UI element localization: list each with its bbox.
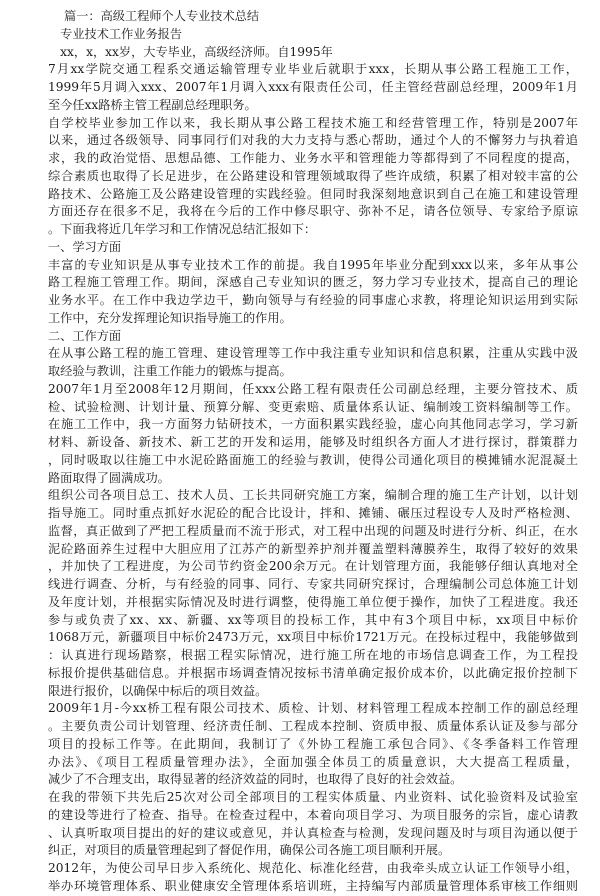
text-line: 1068万元，新疆项目中标价2473万元，xx项目中标价1721万元。在投标过程中，我能够做到 — [48, 630, 578, 645]
text-line: ，并加快了工程进度，为公司节约资金200余万元。在计划管理方面，我能够仔细认真地对全 — [48, 559, 578, 574]
document-page — [48, 8, 578, 896]
text-line: 在我的带领下共先后25次对公司全部项目的工程实体质量、内业资料、试化验资料及试验室 — [48, 790, 578, 804]
text-line: 指导施工。同时重点抓好水泥砼的配合比设计，拌和、摊铺、碾压过程设专人及时严格检测、 — [48, 506, 578, 520]
text-line: 2012年，为使公司早日步入系统化、规范化、标准化经营，由我牵头成立认证工作领导小组， — [48, 861, 578, 875]
text-line: 自学校毕业参加工作以来，我长期从事公路工程技术施工和经营管理工作，特别是2007年 — [48, 115, 578, 130]
text-line: 在从事公路工程的施工管理、建设管理等工作中我注重专业知识和信息积累，注重从实践中汲 — [48, 346, 578, 361]
text-line: 至今任xx路桥主管工程副总经理职务。 — [48, 97, 257, 112]
text-line: 工作中，充分发挥理论知识指导施工的作用。 — [48, 310, 292, 325]
text-line: 以来，通过各级领导、同事同行们对我的大力支持与悉心帮助，通过个人的不懈努力与执着追 — [48, 133, 578, 148]
text-line: 求，我的政治觉悟、思想品德、工作能力、业务水平和管理能力等都得到了不同程度的提高， — [48, 151, 578, 165]
text-line: 1999年5月调入xxx、2007年1月调入xxx有限责任公司，任主管经营副总经理，2009年1月 — [48, 80, 578, 94]
text-line: 标报价提供基础信息。并根据市场调查情况按标书清单确定报价成本价，以此确定报价控制下 — [48, 665, 578, 680]
text-line: 及年度计划，并根据实际情况及时进行调整，使得施工单位便于操作，加快了工程进度。我还 — [48, 594, 578, 609]
text-line: 。主要负责公司计划管理、经济责任制、工程成本控制、资质申报、质量体系认证及参与部分 — [48, 719, 578, 733]
text-line: 综合素质也取得了长足进步，在公路建设和管理领域取得了些许成绩，积累了相对较丰富的公 — [48, 168, 578, 183]
text-line: 减少了不合理支出，取得显著的经济效益的同时，也取得了良好的社会效益。 — [48, 772, 463, 787]
text-line: 。下面我将近几年学习和工作情况总结汇报如下： — [48, 222, 317, 236]
text-line: 路面取得了圆满成功。 — [48, 470, 170, 485]
text-line: 的建设等进行了检查、指导。在检查过程中，本着向项目学习、为项目服务的宗旨，虚心请教 — [48, 807, 578, 822]
text-line: 丰富的专业知识是从事专业技术工作的前提。我自1995年毕业分配到xxx以来，多年从事公 — [48, 257, 578, 272]
text-line: 业务水平。在工作中我边学边干，勤向领导与有经验的同事虚心求教，将理论知识运用到实际 — [48, 293, 578, 307]
section-heading: 二、工作方面 — [48, 328, 122, 343]
text-line: 泥砼路面养生过程中大胆应用了江苏产的新型养护剂并覆盖塑料薄膜养生，取得了较好的效果 — [48, 541, 578, 556]
text-line: 、认真听取项目提出的好的建议或意见，并认真检查与检测，发现问题及时与项目沟通以便于 — [48, 825, 578, 840]
text-line: 方面还存在很多不足，我将在今后的工作中修尽职守、弥补不足，请各位领导、专家给予原谅 — [48, 204, 578, 219]
document-title: 篇一：高级工程师个人专业技术总结 — [48, 9, 260, 23]
text-line: 检、试验检测、计划计量、预算分解、变更索赔、质量体系认证、编制竣工资料编制等工作。 — [48, 399, 578, 414]
text-line: 线进行调查、分析，与有经验的同事、同行、专家共同研究探讨，合理编制公司总体施工计划 — [48, 577, 578, 591]
text-line: 限进行报价，以确保中标后的项目效益。 — [48, 683, 268, 698]
text-line: 举办环境管理体系、职业健康安全管理体系培训班，主持编写内部质量管理体系审核工作细则 — [48, 878, 578, 893]
text-line: 参与或负责了xx、xx、新疆、xx等项目的投标工作，其中有3个项目中标，xx项目中标价 — [48, 612, 578, 627]
section-heading: 一、学习方面 — [48, 239, 122, 254]
text-line: 办法》、《项目工程质量管理办法》，全面加强全体员工的质量意识，大大提高工程质量， — [48, 754, 578, 769]
text-line: 路技术、公路施工及公路建设管理的实践经验。但同时我深刻地意识到自己在施工和建设管理 — [48, 186, 578, 201]
text-line: 监督，真正做到了严把工程质量而不流于形式，对工程中出现的问题及时进行分析、纠正，在水 — [48, 523, 578, 538]
text-line: 材料、新设备、新技术、新工艺的开发和运用，能够及时组织各方面人才进行探讨，群策群力 — [48, 435, 578, 449]
text-line: 2007年1月至2008年12月期间，任xxx公路工程有限责任公司副总经理，主要分管技术、质 — [48, 381, 578, 396]
text-line: 路工程施工管理工作。期间，深感自己专业知识的匮乏，努力学习专业技术，提高自己的理论 — [48, 275, 578, 290]
text-line: 取经验与教训，注重工作能力的锻炼与提高。 — [48, 364, 292, 378]
text-line: 组织公司各项目总工、技术人员、工长共同研究施工方案，编制合理的施工生产计划，以计划 — [48, 488, 578, 503]
text-line: 7月xx学院交通工程系交通运输管理专业毕业后就职于xxx，长期从事公路工程施工工作， — [48, 62, 578, 77]
text-line: ，同时吸取以往施工中水泥砼路面施工的经验与教训，使得公司通化项目的模摊铺水泥混凝土 — [48, 452, 578, 467]
text-line: ：认真进行现场踏察，根据工程实际情况，进行施工所在地的市场信息调查工作，为工程投 — [48, 648, 578, 662]
text-line: 项目的投标工作等。在此期间，我制订了《外协工程施工承包合同》、《冬季备料工作管理 — [48, 736, 578, 751]
text-line: xx，x，xx岁，大专毕业，高级经济师。自1995年 — [48, 44, 333, 59]
text-line: 纠正，对项目的质量管理起到了督促作用，确保公司各施工项目顺利开展。 — [48, 843, 451, 858]
text-line: 2009年1月-今xx桥工程有限公司技术、质检、计划、材料管理工程成本控制工作的副总经理 — [48, 701, 578, 716]
report-subtitle: 专业技术工作业务报告 — [48, 26, 183, 41]
text-line: 在施工工作中，我一方面努力钻研技术，一方面积累实践经验，虚心向其他同志学习，学习新 — [48, 417, 578, 432]
